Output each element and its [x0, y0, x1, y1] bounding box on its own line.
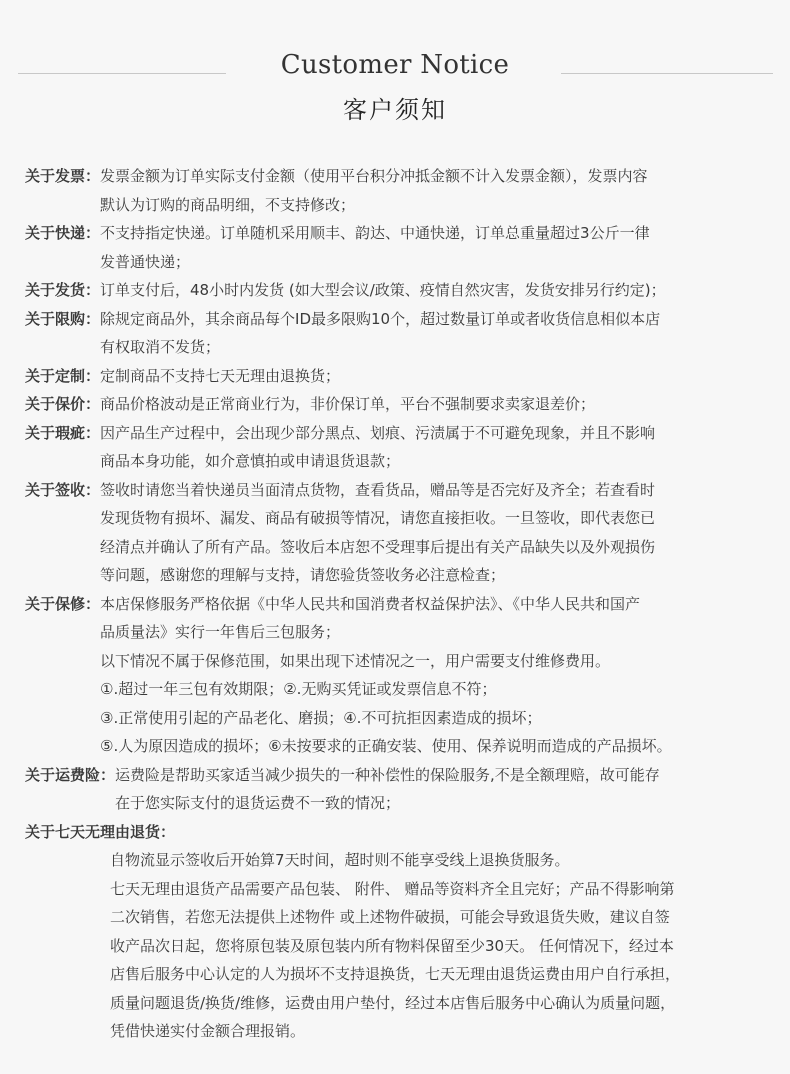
- returns-line: 质量问题退货/换货/维修，运费由用户垫付，经过本店售后服务中心确认为质量问题，: [110, 993, 676, 1012]
- returns-text: [25, 846, 785, 1046]
- notice-line: 商品本身功能，如介意慎拍或申请退货退款；: [100, 452, 401, 470]
- notice-item: [25, 276, 785, 305]
- notice-item-text: [100, 219, 785, 276]
- notice-item-text: [100, 162, 785, 219]
- notice-item: [25, 419, 785, 476]
- returns-label: 关于七天无理由退货：: [25, 822, 176, 841]
- notice-item-label: 关于定制：: [25, 366, 101, 385]
- notice-line: 以下情况不属于保修范围，如果出现下述情况之一，用户需要支付维修费用。: [100, 651, 611, 670]
- notice-line: 在于您实际支付的退货运费不一致的情况；: [115, 794, 401, 812]
- notice-item-label: 关于保修：: [25, 594, 101, 613]
- notice-item: [25, 476, 785, 590]
- returns-line: 二次销售，若您无法提供上述物件 或上述物件破损，可能会导致退货失败，建议自签: [110, 908, 670, 926]
- notice-item-label: 关于发票：: [25, 167, 101, 185]
- notice-line: 除规定商品外，其余商品每个ID最多限购10个，超过数量订单或者收货信息相似本店: [100, 309, 661, 328]
- notice-item: [25, 162, 785, 219]
- notice-line: 因产品生产过程中，会出现少部分黑点、划痕、污渍属于不可避免现象，并且不影响: [100, 423, 656, 442]
- notice-header: [0, 50, 790, 130]
- notice-line: 订单支付后，48小时内发货 (如大型会议/政策、疫情自然灾害，发货安排另行约定)；: [100, 281, 666, 299]
- notice-item-label: 关于瑕疵：: [25, 423, 101, 442]
- notice-item-text: [115, 761, 785, 818]
- notice-line: 发现货物有损坏、漏发、商品有破损等情况，请您直接拒收。一旦签收，即代表您已: [100, 509, 656, 527]
- title-english: Customer Notice: [280, 50, 510, 80]
- notice-line: 发票金额为订单实际支付金额（使用平台积分冲抵金额不计入发票金额），发票内容: [100, 167, 648, 185]
- notice-line: ①.超过一年三包有效期限；②.无购买凭证或发票信息不符；: [100, 680, 497, 698]
- notice-line: 有权取消不发货；: [100, 338, 221, 356]
- returns-line: 自物流显示签收后开始算7天时间，超时则不能享受线上退换货服务。: [110, 851, 570, 869]
- returns-line: 店售后服务中心认定的人为损坏不支持退换货，七天无理由退货运费由用户自行承担，: [110, 965, 681, 983]
- notice-item: [25, 362, 785, 391]
- notice-item-label: 关于限购：: [25, 309, 101, 328]
- notice-line: ③.正常使用引起的产品老化、磨损；④.不可抗拒因素造成的损坏；: [100, 708, 542, 727]
- notice-line: 发普通快递；: [100, 252, 191, 271]
- notice-item-label: 关于发货：: [25, 281, 101, 299]
- notice-line: 商品价格波动是正常商业行为，非价保订单，平台不强制要求卖家退差价；: [100, 395, 596, 413]
- notice-item: [25, 590, 785, 761]
- notice-line: 等问题，感谢您的理解与支持，请您验货签收务必注意检查；: [100, 566, 506, 584]
- notice-line: 运费险是帮助买家适当减少损失的一种补偿性的保险服务,不是全额理赔，故可能存: [115, 765, 660, 784]
- notice-content: [25, 162, 785, 1046]
- notice-items: [25, 162, 785, 818]
- notice-item-label: 关于签收：: [25, 480, 101, 499]
- notice-item: [25, 761, 785, 818]
- notice-item-text: [100, 476, 785, 590]
- returns-line: 凭借快递实付金额合理报销。: [110, 1022, 306, 1040]
- notice-line: ⑤.人为原因造成的损坏；⑥未按要求的正确安装、使用、保养说明而造成的产品损坏。: [100, 737, 672, 755]
- notice-item-text: [100, 390, 785, 419]
- notice-line: 品质量法》实行一年售后三包服务；: [100, 623, 341, 641]
- notice-item: [25, 305, 785, 362]
- notice-line: 定制商品不支持七天无理由退换货；: [100, 366, 341, 385]
- notice-item-label: 关于快递：: [25, 224, 101, 242]
- notice-item-text: [100, 305, 785, 362]
- notice-line: 签收时请您当着快递员当面清点货物，查看货品，赠品等是否完好及齐全；若查看时: [100, 480, 656, 499]
- notice-line: 默认为订购的商品明细，不支持修改；: [100, 195, 356, 214]
- notice-item-text: [100, 419, 785, 476]
- notice-item: [25, 219, 785, 276]
- notice-line: 不支持指定快递。订单随机采用顺丰、韵达、中通快递，订单总重量超过3公斤一律: [100, 224, 650, 242]
- notice-line: 本店保修服务严格依据《中华人民共和国消费者权益保护法》、《中华人民共和国产: [100, 594, 641, 613]
- notice-item-label: 关于保价：: [25, 395, 101, 413]
- returns-line: 七天无理由退货产品需要产品包装、 附件、 赠品等资料齐全且完好；产品不得影响第: [110, 879, 675, 898]
- notice-item: [25, 390, 785, 419]
- notice-item-label: 关于运费险：: [25, 765, 116, 784]
- notice-line: 经清点并确认了所有产品。签收后本店恕不受理事后提出有关产品缺失以及外观损伤: [100, 537, 656, 556]
- returns-line: 收产品次日起，您将原包装及原包装内所有物料保留至少30天。 任何情况下，经过本: [110, 936, 674, 955]
- notice-item-text: [100, 276, 785, 305]
- title-chinese: 客户须知: [343, 96, 447, 124]
- notice-item-text: [100, 590, 785, 761]
- notice-item-text: [100, 362, 785, 391]
- returns-section: [25, 818, 785, 1046]
